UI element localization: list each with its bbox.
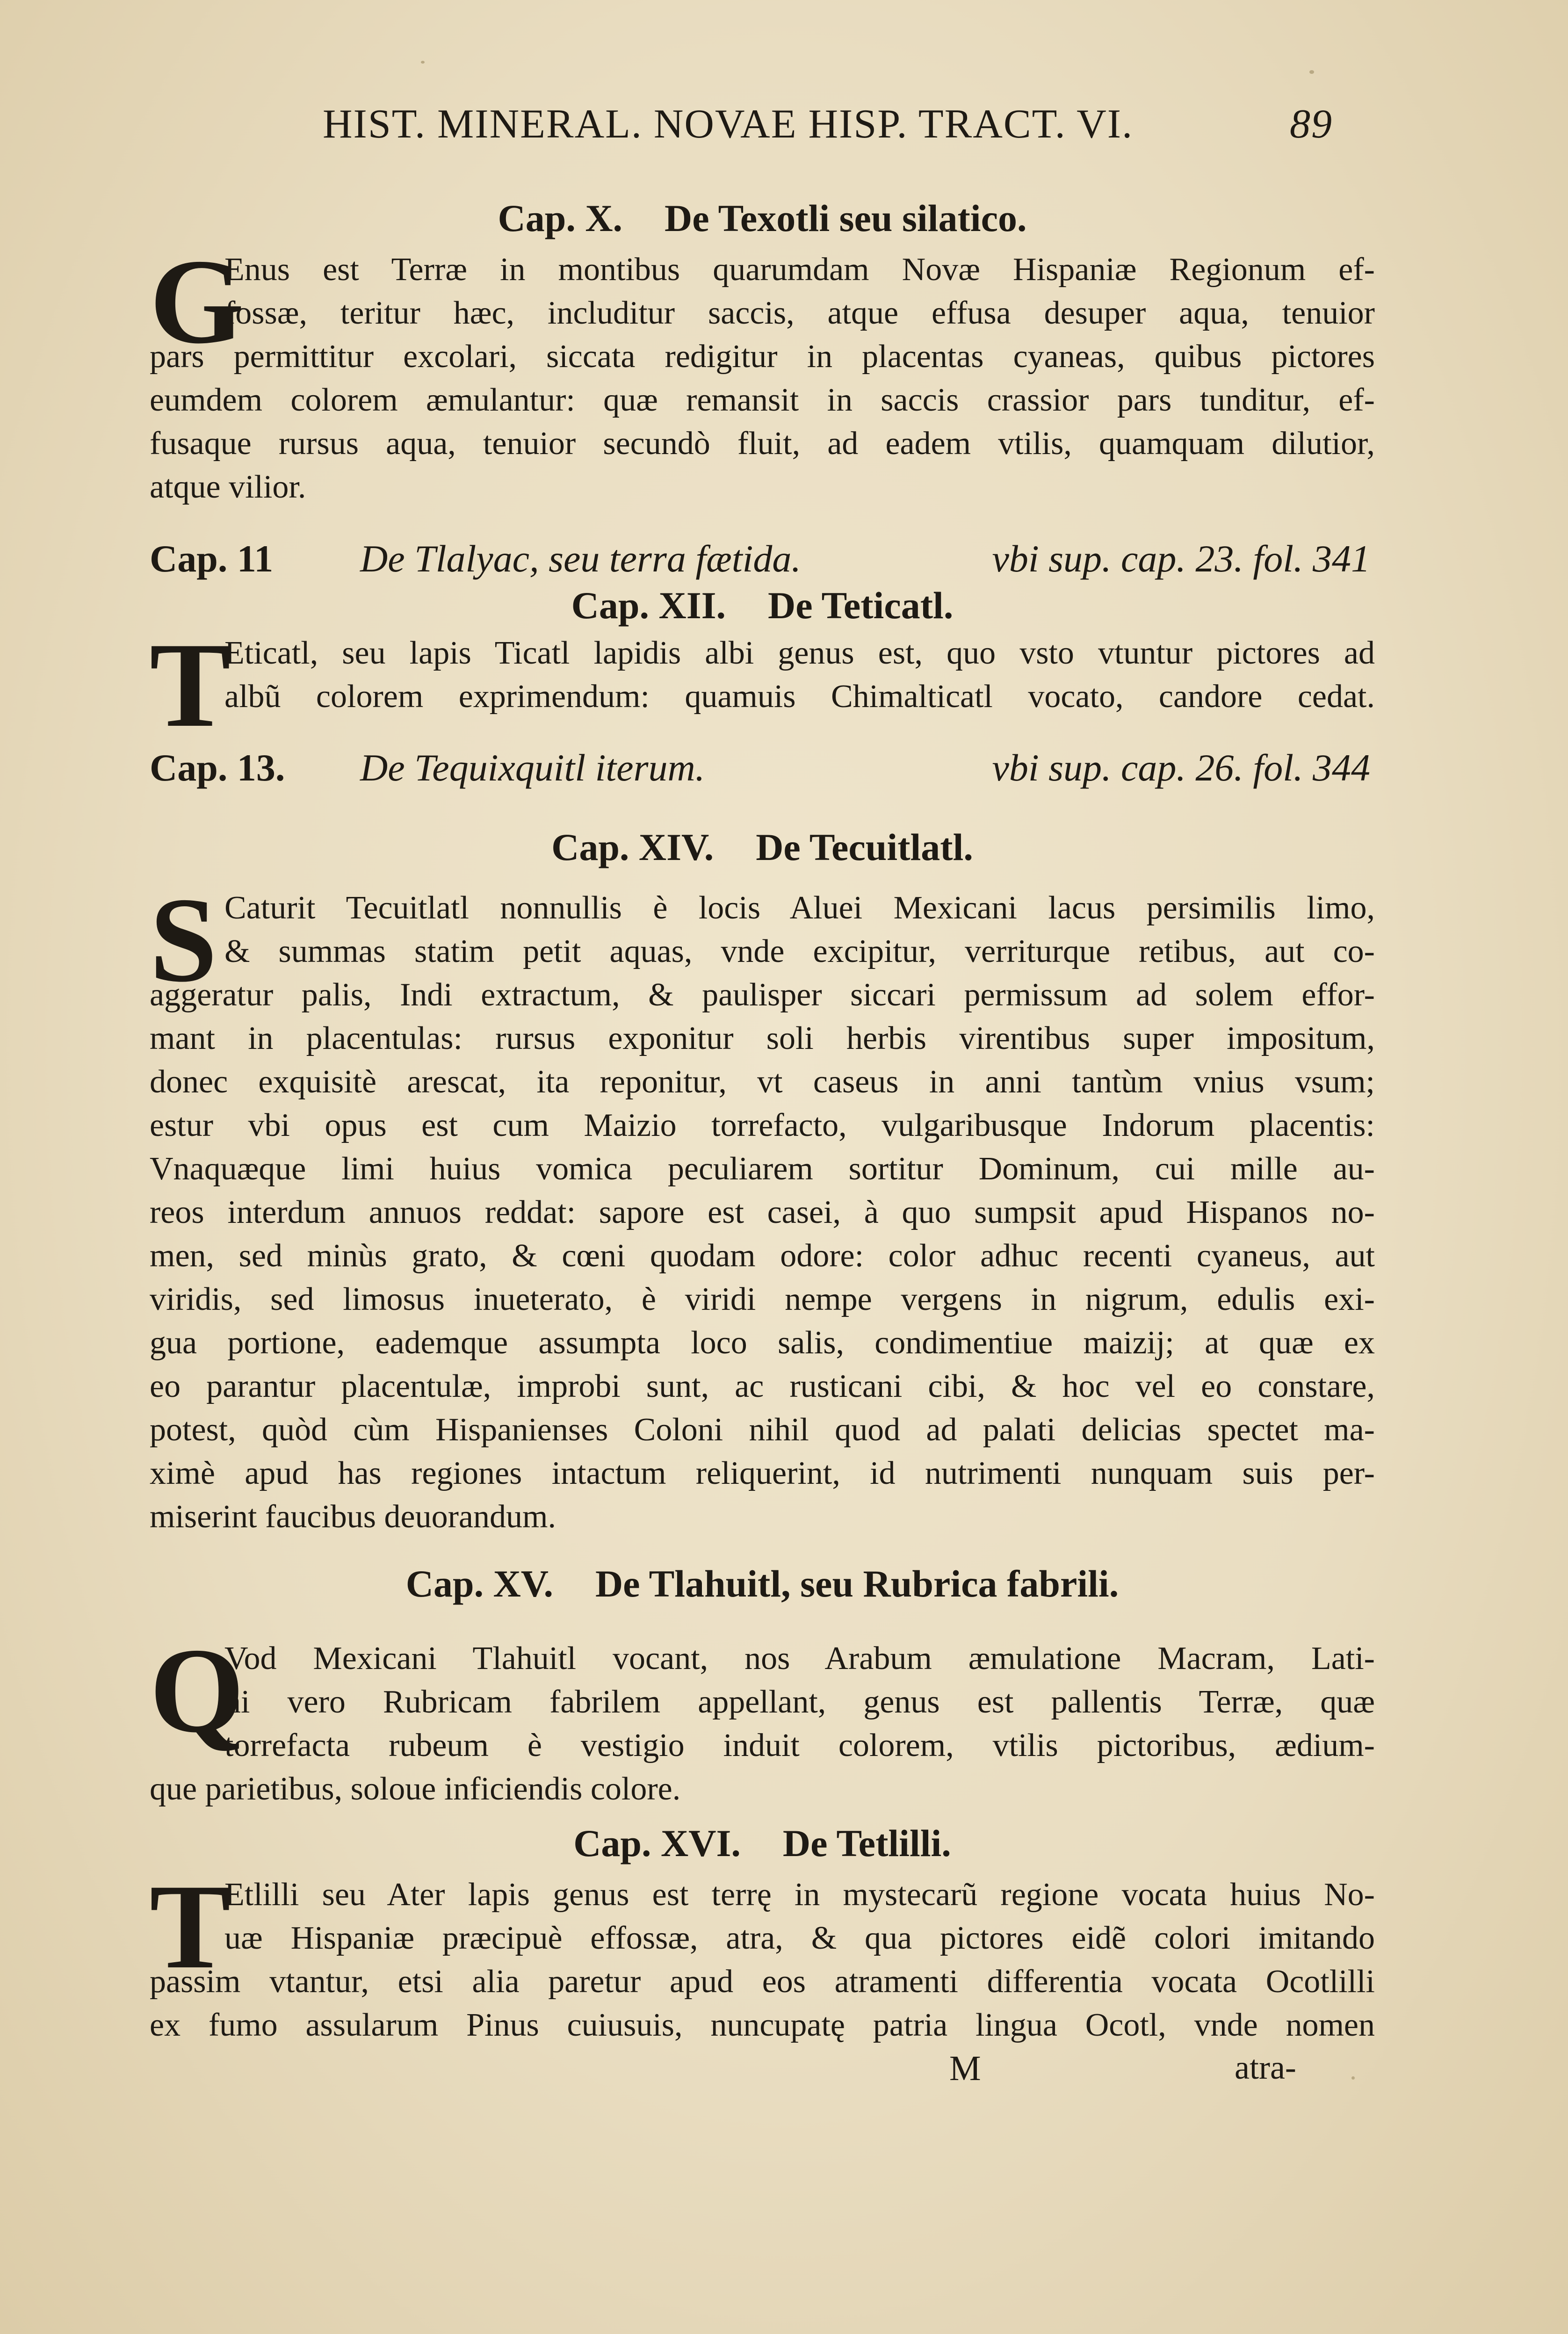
paragraph-teticatl [150,618,1375,752]
page-number: 89 [1290,101,1333,147]
paragraph-texotli [150,234,1375,509]
text-line: estur vbi opus est cum Maizio torrefacto, vulgaribusque Indorum placentis: [150,1107,1375,1143]
text-line: aggeratur palis, Indi extractum, & paulisper siccari permissum ad solem effor- [150,977,1375,1013]
chapter-title: De Teticatl. [768,584,954,627]
chapter-title: De Tlalyac, seu terra fætida. [360,537,801,580]
text-line: miserint faucibus deuorandum. [150,1499,556,1535]
cross-reference: vbi sup. cap. 23. fol. 341 [992,537,1370,580]
text-line: men, sed minùs grato, & cœni quodam odore: color adhuc recenti cyaneus, aut [150,1238,1375,1274]
paragraph-tlahuitl [150,1623,1375,1811]
paragraph-tetlilli [150,1859,1375,2047]
text-line: uæ Hispaniæ præcipuè effossæ, atra, & qua pictores eidẽ colori imitando [224,1920,1375,1956]
chapter-number: Cap. XII. [571,584,726,627]
text-line: reos interdum annuos reddat: sapore est casei, à quo sumpsit apud Hispanos no- [150,1194,1375,1230]
text-line: eo parantur placentulæ, improbi sunt, ac rusticani cibi, & hoc vel eo constare, [150,1368,1375,1404]
text-line: gua portione, eademque assumpta loco salis, condimentiue maizij; at quæ ex [150,1325,1375,1361]
text-line: fusaque rursus aqua, tenuior secundò fluit, ad eadem vtilis, quamquam dilutior, [150,426,1375,462]
text-line: Caturit Tecuitlatl nonnullis è locis Aluei Mexicani lacus persimilis limo, [224,890,1375,926]
chapter-title: De Tlahuitl, seu Rubrica fabrili. [595,1562,1119,1605]
chapter-heading-x [150,196,1375,240]
chapter-title: De Texotli seu silatico. [665,197,1027,239]
chapter-number: Cap. X. [498,197,623,239]
catchword: atra- [1235,2049,1296,2086]
drop-capital: Q [150,1623,245,1758]
paper-speck [1351,2076,1355,2080]
chapter-title: De Tecuitlatl. [756,826,973,868]
chapter-number: Cap. 11 [150,537,274,580]
text-line: Vnaquæque limi huius vomica peculiarem sortitur Dominum, cui mille au- [150,1151,1375,1187]
text-line: torrefacta rubeum è vestigio induit colorem, vtilis pictoribus, ædium- [224,1727,1375,1763]
text-line: potest, quòd cùm Hispanienses Coloni nihil quod ad palati delicias spectet ma- [150,1412,1375,1448]
paper-speck [1309,70,1314,74]
text-line: donec exquisitè arescat, ita reponitur, vt caseus in anni tantùm vnius vsum; [150,1064,1375,1100]
text-line: ex fumo assularum Pinus cuiusuis, nuncupatę patria lingua Ocotl, vnde nomen [150,2007,1375,2043]
cross-reference-tlalyac [150,537,1370,588]
chapter-number: Cap. 13. [150,746,285,789]
running-title: HIST. MINERAL. NOVAE HISP. TRACT. VI. [323,101,1134,147]
text-line: Vod Mexicani Tlahuitl vocant, nos Arabum æmulatione Macram, Lati- [224,1640,1375,1676]
chapter-number: Cap. XVI. [573,1822,741,1864]
drop-capital: T [150,618,231,752]
drop-capital: G [150,234,245,369]
cross-reference: vbi sup. cap. 26. fol. 344 [992,746,1370,789]
text-line: albũ colorem exprimendum: quamuis Chimalticatl vocato, candore cedat. [224,679,1375,715]
text-line: que parietibus, soloue inficiendis colore. [150,1771,681,1807]
paragraph-tecuitlatl [150,873,1375,1539]
drop-capital: T [150,1859,231,1994]
text-line: Etlilli seu Ater lapis genus est terrę in mystecarũ regione vocata huius No- [224,1877,1375,1913]
chapter-heading-xv [150,1562,1375,1606]
gathering-signature: M [949,2049,981,2088]
chapter-heading-xvi [150,1821,1375,1865]
text-line: fossæ, teritur hæc, includitur saccis, atque effusa desuper aqua, tenuior [224,295,1375,331]
chapter-title: De Tequixquitl iterum. [360,746,705,789]
text-line: eumdem colorem æmulantur: quæ remansit in saccis crassior pars tunditur, ef- [150,382,1375,418]
paper-speck [421,61,425,64]
chapter-heading-xiv [150,825,1375,869]
chapter-number: Cap. XIV. [551,826,714,868]
cross-reference-tequixquitl [150,746,1370,797]
text-line: atque vilior. [150,469,306,505]
text-line: passim vtantur, etsi alia paretur apud eos atramenti differentia vocata Ocotlilli [150,1964,1375,2000]
drop-capital: S [150,873,217,1007]
text-line: ni vero Rubricam fabrilem appellant, genus est pallentis Terræ, quæ [224,1684,1375,1720]
text-line: Eticatl, seu lapis Ticatl lapidis albi genus est, quo vsto vtuntur pictores ad [224,635,1375,671]
text-line: pars permittitur excolari, siccata redigitur in placentas cyaneas, quibus pictores [150,339,1375,375]
running-header [323,101,1333,152]
text-line: mant in placentulas: rursus exponitur soli herbis virentibus super impositum, [150,1020,1375,1056]
text-line: viridis, sed limosus inueterato, è viridi nempe vergens in nigrum, edulis exi- [150,1281,1375,1317]
text-line: & summas statim petit aquas, vnde excipitur, verriturque retibus, aut co- [224,933,1375,969]
text-line: ximè apud has regiones intactum reliquerint, id nutrimenti nunquam suis per- [150,1455,1375,1491]
text-line: Enus est Terræ in montibus quarumdam Novæ Hispaniæ Regionum ef- [224,252,1375,288]
chapter-number: Cap. XV. [405,1562,553,1605]
chapter-heading-xii [150,584,1375,628]
chapter-title: De Tetlilli. [782,1822,951,1864]
